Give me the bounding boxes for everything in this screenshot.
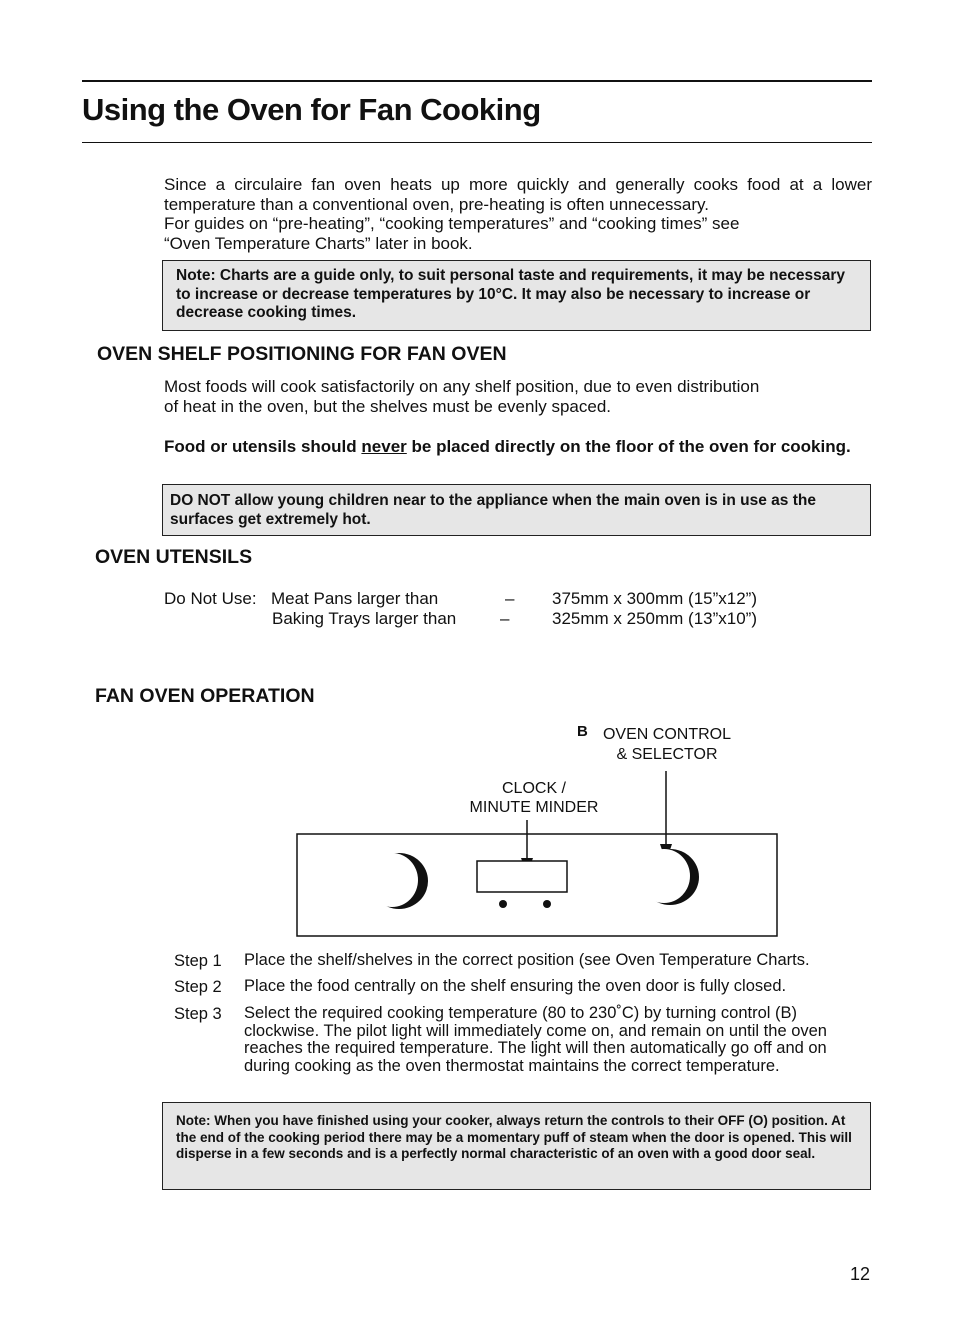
step-1-text: Place the shelf/shelves in the correct position (see Oven Temperature Charts.: [244, 951, 810, 969]
operation-heading: FAN OVEN OPERATION: [95, 685, 315, 707]
utensil-size-2: 325mm x 250mm (13”x10”): [552, 609, 758, 628]
oven-control-label-line-1: OVEN CONTROL: [602, 726, 731, 743]
diagram-label-b: B: [577, 723, 588, 740]
oven-control-knob-icon: [638, 849, 699, 905]
clock-display: [477, 861, 567, 892]
finished-note: [162, 1102, 871, 1190]
floor-warning-emphasis: never: [361, 437, 407, 456]
left-knob-icon: [366, 853, 428, 909]
shelf-heading: OVEN SHELF POSITIONING FOR FAN OVEN: [97, 343, 507, 365]
utensil-item-2: Baking Trays larger than: [272, 609, 457, 628]
utensils-heading: OVEN UTENSILS: [95, 546, 253, 568]
oven-control-label-line-2: & SELECTOR: [616, 745, 718, 763]
floor-warning-pre: Food or utensils should: [164, 437, 357, 456]
intro-guide-line-2: “Oven Temperature Charts” later in book.: [164, 233, 473, 253]
step-3-label: Step 3: [174, 1005, 222, 1023]
shelf-line-1: Most foods will cook satisfactorily on any shelf position, due to even distribution: [164, 377, 760, 396]
step-2-label: Step 2: [174, 978, 222, 996]
step-3-text: Select the required cooking temperature (80 to 230˚C) by turning control (B) clockwise. The pilot light will immediately come on, and remain on until the oven reaches the required temperature. The light will then automatically go off and on during cooking as the oven thermostat maintains the correct temperature.: [244, 1004, 827, 1075]
step-1-label: Step 1: [174, 952, 222, 970]
intro-guide-line: For guides on “pre-heating”, “cooking temperatures” and “cooking times” see: [164, 214, 740, 233]
finished-note-text: Note: When you have finished using your cooker, always return the controls to their OFF (O) position. At the end of the cooking period there may be a momentary puff of steam when the door is opened. This will disperse in a few seconds and is a perfectly normal characteristic of an oven with a good door seal.: [176, 1113, 852, 1161]
charts-note-text: Note: Charts are a guide only, to suit personal taste and requirements, it may be necessary to increase or decrease temperatures by 10°C. It may also be necessary to increase or decrease cooking times.: [176, 267, 845, 321]
clock-button-left: [499, 900, 507, 908]
utensil-dash-1: –: [505, 589, 515, 608]
utensils-do-not-use: Do Not Use:: [164, 589, 257, 608]
clock-button-right: [543, 900, 551, 908]
page-title: Using the Oven for Fan Cooking: [82, 92, 541, 127]
clock-label-line-1: CLOCK /: [501, 780, 566, 797]
utensil-dash-2: –: [500, 609, 510, 628]
children-warning-text: DO NOT allow young children near to the appliance when the main oven is in use as the surfaces get extremely hot.: [170, 492, 816, 528]
shelf-line-2: of heat in the oven, but the shelves must be evenly spaced.: [164, 396, 612, 416]
step-2-text: Place the food centrally on the shelf ensuring the oven door is fully closed.: [244, 977, 787, 995]
utensil-item-1: Meat Pans larger than: [271, 589, 439, 608]
floor-warning-post: be placed directly on the floor of the oven for cooking.: [411, 437, 851, 456]
clock-label-line-2: MINUTE MINDER: [469, 799, 599, 816]
utensil-size-1: 375mm x 300mm (15”x12”): [552, 589, 758, 608]
intro-paragraph: Since a circulaire fan oven heats up more quickly and generally cooks food at a lower temperature than a conventional oven, pre-heating is often unnecessary.: [164, 175, 872, 214]
page-number: 12: [850, 1264, 871, 1284]
